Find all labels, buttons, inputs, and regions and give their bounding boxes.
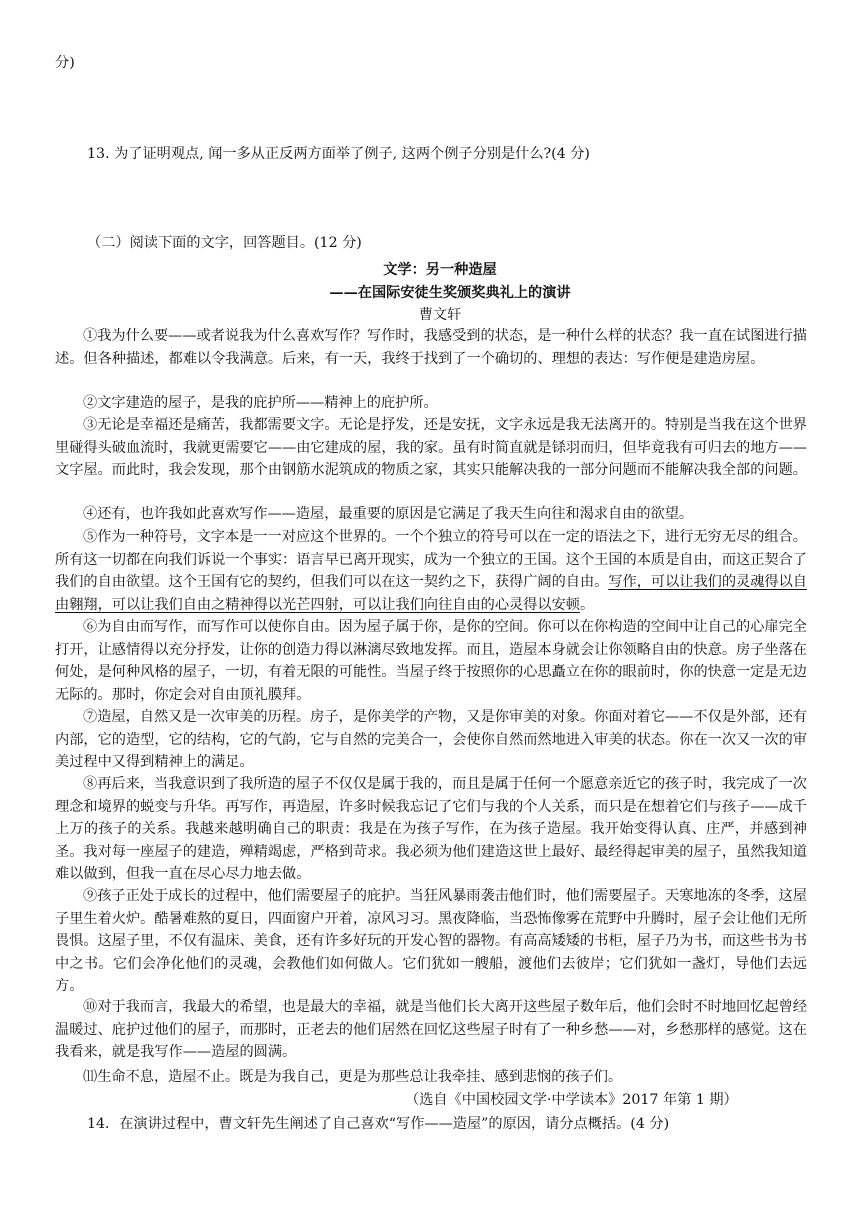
question-14: 14．在演讲过程中，曹文轩先生阐述了自己喜欢“写作——造屋”的原因，请分点概括。(4 分) — [87, 1116, 670, 1132]
article-title: 文学：另一种造屋 — [383, 262, 497, 278]
section-heading: （二）阅读下面的文字，回答题目。(12 分) — [87, 235, 362, 251]
paragraph-8: ⑧再后来，当我意识到了我所造的屋子不仅仅是属于我的，而且是属于任何一个愿意亲近它的孩子时，我完成了一次理念和境界的蜕变与升华。再写作，再造屋，许多时候我忘记了它们与我的个人关系，而只是在想着它们与孩子——成千上万的孩子的关系。我越来越明确自己的职责：我是在为孩子写作，在为孩子造屋。我开始变得认真、庄严，并感到神圣。我对每一座屋子的建造，殚精竭虑，严格到苛求。我必须为他们建造这世上最好、最经得起审美的屋子，虽然我知道难以做到，但我一直在尽心尽力地去做。 — [55, 776, 807, 883]
paragraph-7: ⑦造屋，自然又是一次审美的历程。房子，是你美学的产物，又是你审美的对象。你面对着它——不仅是外部，还有内部，它的造型，它的结构，它的气韵，它与自然的完美合一，会使你自然而然地进入审美的状态。你在一次又一次的审美过程中又得到精神上的满足。 — [55, 709, 807, 771]
question-13: 13. 为了证明观点, 闻一多从正反两方面举了例子, 这两个例子分别是什么?(4 分) — [87, 146, 590, 162]
paragraph-1: ①我为什么要——或者说我为什么喜欢写作？写作时，我感受到的状态，是一种什么样的状态？我一直在试图进行描述。但各种描述，都难以令我满意。后来，有一天，我终于找到了一个确切的、理想的表达：写作便是建造房屋。 — [55, 328, 807, 367]
article-author: 曹文轩 — [418, 307, 462, 323]
paragraph-9: ⑨孩子正处于成长的过程中，他们需要屋子的庇护。当狂风暴雨袭击他们时，他们需要屋子。天寒地冻的冬季，这屋子里生着火炉。酷暑难熬的夏日，四面窗户开着，凉风习习。黑夜降临，当恐怖像雾在荒野中升腾时，屋子会让他们无所畏惧。这屋子里，不仅有温床、美食，还有许多好玩的开发心智的器物。有高高矮矮的书柜，屋子乃为书，而这些书为书中之书。它们会净化他们的灵魂，会教他们如何做人。它们犹如一艘船，渡他们去彼岸；它们犹如一盏灯，导他们去远方。 — [55, 888, 807, 995]
article-source: （选自《中国校园文学·中学读本》2017 年第 1 期） — [405, 1092, 738, 1108]
previous-question-fragment: 分) — [55, 55, 75, 71]
paragraph-2: ②文字建造的屋子，是我的庇护所——精神上的庇护所。 — [83, 395, 438, 411]
paragraph-5-end: 。 — [579, 596, 595, 613]
paragraph-10: ⑩对于我而言，我最大的希望，也是最大的幸福，就是当他们长大离开这些屋子数年后，他们会时不时地回忆起曾经温暖过、庇护过他们的屋子，而那时，正老去的他们居然在回忆这些屋子时有了一种乡愁——对，乡愁那样的感觉。这在我看来，就是我写作——造屋的圆满。 — [55, 999, 807, 1061]
article-subtitle: ——在国际安徒生奖颁奖典礼上的演讲 — [329, 285, 571, 301]
paragraph-5-text: ⑤作为一种符号，文字本是一一对应这个世界的。一个个独立的符号可以在一定的语法之下，进行无穷无尽的组合。所有这一切都在向我们诉说一个事实：语言早已离开现实，成为一个独立的王国。这个王国的本质是自由，而这正契合了我们的自由欲望。这个王国有它的契约，但我们可以在这一契约之下，获得广阔的自由。 — [55, 529, 807, 591]
paragraph-6: ⑥为自由而写作，而写作可以使你自由。因为屋子属于你，是你的空间。你可以在你构造的空间中让自己的心扉完全打开，让感情得以充分抒发，让你的创造力得以淋漓尽致地发挥。而且，造屋本身就会让你领略自由的快意。房子坐落在何处，是何种风格的屋子，一切，有着无限的可能性。当屋子终于按照你的心思矗立在你的眼前时，你的快意一定是无边无际的。那时，你定会对自由顶礼膜拜。 — [55, 619, 807, 703]
paragraph-5 — [55, 526, 807, 616]
underlined-sentence: 写作，可以让我们的灵魂得以自由翱翔，可以让我们自由之精神得以光芒四射，可以让我们向往自由的心灵得以安顿 — [55, 574, 807, 613]
paragraph-11: ⑾生命不息，造屋不止。既是为我自己，更是为那些总让我牵挂、感到悲悯的孩子们。 — [83, 1069, 623, 1085]
paragraph-3: ③无论是幸福还是痛苦，我都需要文字。无论是抒发，还是安抚，文字永远是我无法离开的。特别是当我在这个世界里碰得头破血流时，我就更需要它——由它建成的屋，我的家。虽有时简直就是铩羽而归，但毕竟我有可归去的地方——文字屋。而此时，我会发现，那个由钢筋水泥筑成的物质之家，其实只能解决我的一部分问题而不能解决我全部的问题。 — [55, 417, 807, 479]
paragraph-4: ④还有，也许我如此喜欢写作——造屋，最重要的原因是它满足了我天生向往和渴求自由的欲望。 — [83, 506, 694, 522]
